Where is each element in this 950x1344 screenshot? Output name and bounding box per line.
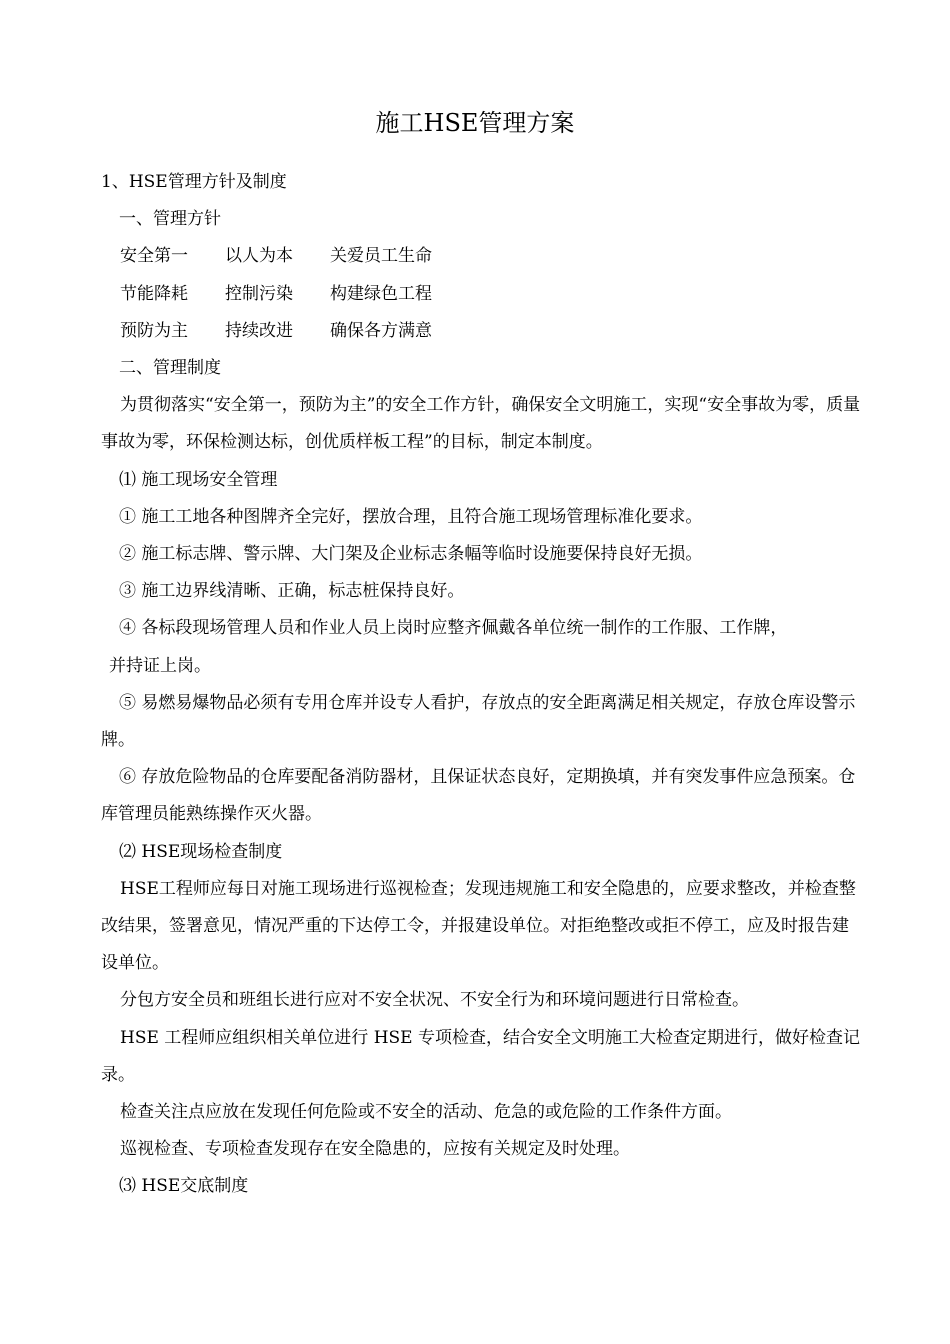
policy-cell: 节能降耗 — [120, 283, 188, 304]
list-item: ⑥ 存放危险物品的仓库要配备消防器材，且保证状态良好，定期换填，并有突发事件应急预案。仓库管理员能熟练操作灭火器。 — [101, 767, 856, 825]
list-item: ③ 施工边界线清晰、正确，标志桩保持良好。 — [119, 581, 465, 602]
paragraph: 巡视检查、专项检查发现存在安全隐患的，应按有关规定及时处理。 — [120, 1139, 630, 1160]
intro-paragraph: 为贯彻落实“安全第一，预防为主”的安全工作方针，确保安全文明施工，实现“安全事故为零，质量事故为零，环保检测达标，创优质样板工程”的目标，制定本制度。 — [101, 395, 861, 453]
subsection-heading: ⑴ 施工现场安全管理 — [119, 469, 278, 490]
list-item: ⑤ 易燃易爆物品必须有专用仓库并设专人看护，存放点的安全距离满足相关规定，存放仓库设警示牌。 — [101, 692, 856, 751]
policy-heading: 一、管理方针 — [119, 209, 221, 230]
policy-cell: 预防为主 — [120, 320, 188, 341]
list-item-continuation: 并持证上岗。 — [109, 655, 211, 676]
policy-row — [101, 313, 861, 350]
document-body — [101, 164, 861, 1206]
list-item: ④ 各标段现场管理人员和作业人员上岗时应整齐佩戴各单位统一制作的工作服、工作牌， — [119, 618, 788, 639]
policy-cell: 控制污染 — [225, 283, 293, 304]
list-item: ① 施工工地各种图牌齐全完好，摆放合理，且符合施工现场管理标准化要求。 — [119, 506, 703, 527]
list-item: ② 施工标志牌、警示牌、大门架及企业标志条幅等临时设施要保持良好无损。 — [119, 544, 703, 565]
subsection-heading: ⑶ HSE交底制度 — [119, 1176, 249, 1197]
subsection-heading: ⑵ HSE现场检查制度 — [119, 841, 283, 862]
policy-cell: 持续改进 — [225, 320, 293, 341]
policy-cell: 以人为本 — [225, 246, 293, 267]
paragraph: 分包方安全员和班组长进行应对不安全状况、不安全行为和环境问题进行日常检查。 — [120, 990, 749, 1011]
policy-row — [101, 238, 861, 275]
system-heading: 二、管理制度 — [119, 358, 221, 379]
paragraph: 检查关注点应放在发现任何危险或不安全的活动、危急的或危险的工作条件方面。 — [120, 1102, 732, 1123]
policy-row — [101, 276, 861, 313]
paragraph: HSE 工程师应组织相关单位进行 HSE 专项检查，结合安全文明施工大检查定期进行，做好检查记录。 — [101, 1027, 860, 1085]
document-title: 施工HSE管理方案 — [375, 109, 575, 137]
policy-cell: 关爱员工生命 — [330, 246, 432, 267]
policy-cell: 确保各方满意 — [330, 320, 432, 341]
section-heading: 1、HSE管理方针及制度 — [101, 172, 287, 192]
paragraph: HSE工程师应每日对施工现场进行巡视检查；发现违规施工和安全隐患的，应要求整改，并检查整改结果，签署意见，情况严重的下达停工令，并报建设单位。对拒绝整改或拒不停工，应及时报告建设单位。 — [101, 878, 856, 974]
policy-cell: 构建绿色工程 — [330, 283, 432, 304]
policy-cell: 安全第一 — [120, 246, 188, 267]
